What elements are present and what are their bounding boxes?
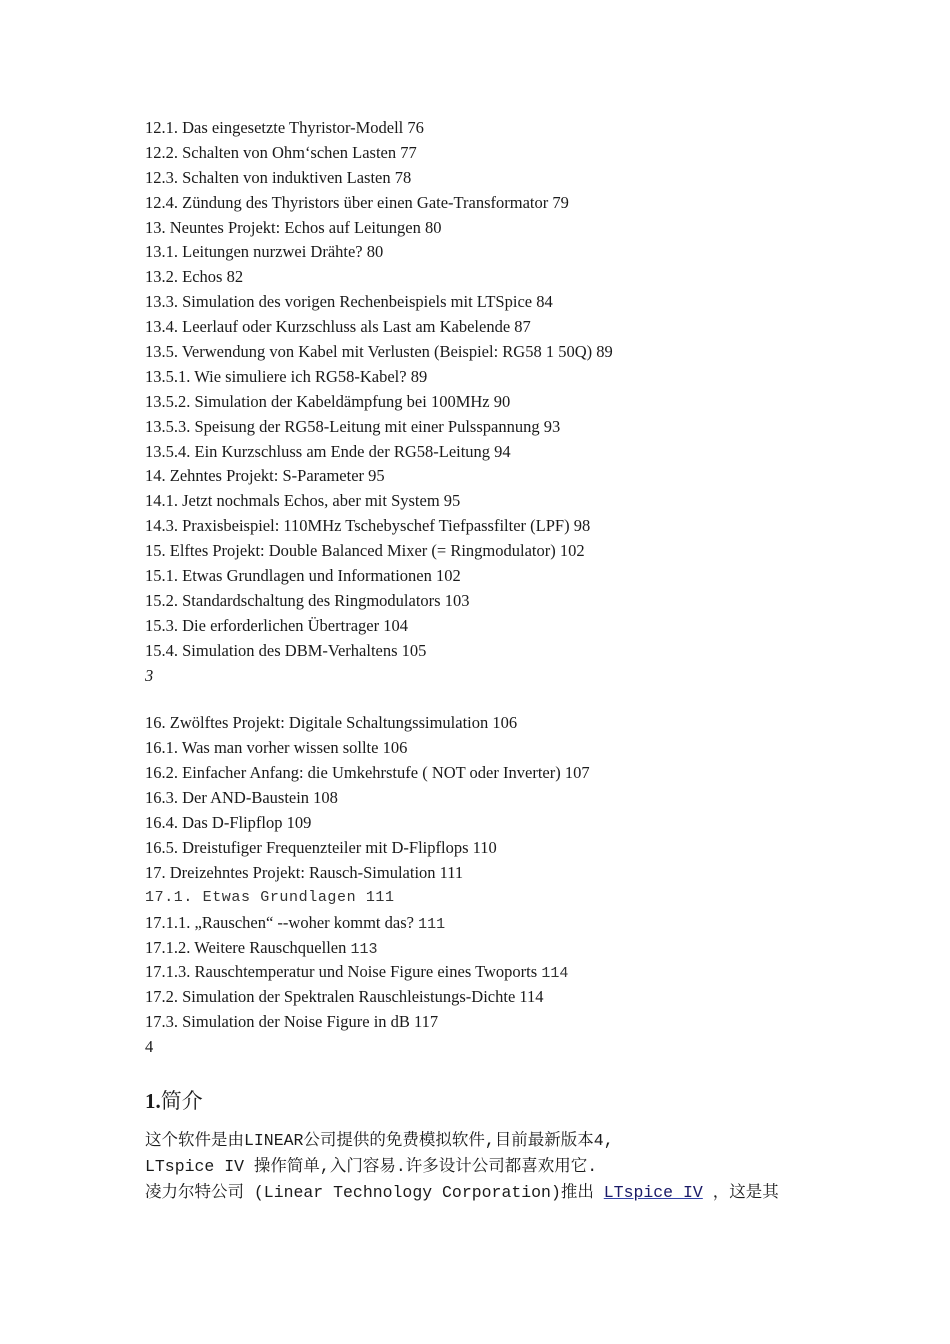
toc-entry: 13.4. Leerlauf oder Kurzschluss als Last am Kabelende 87: [145, 317, 531, 337]
toc-entry: 15.3. Die erforderlichen Übertrager 104: [145, 615, 408, 635]
toc-entry: 15. Elftes Projekt: Double Balanced Mixer (= Ringmodulator) 102: [145, 541, 585, 561]
toc-entry: 13.1. Leitungen nurzwei Drähte? 80: [145, 242, 384, 262]
toc-entry-text: 17.1.2. Weitere Rauschquellen: [145, 937, 351, 957]
toc-entry: 14. Zehntes Projekt: S-Parameter 95: [145, 466, 385, 486]
toc-entry: 12.4. Zündung des Thyristors über einen Gate-Transformator 79: [145, 192, 569, 212]
toc-entry: 15.2. Standardschaltung des Ringmodulators 103: [145, 590, 470, 610]
toc-entry: 16.4. Das D-Flipflop 109: [145, 813, 312, 833]
toc-entry-page: 111: [418, 915, 446, 933]
toc-entry-page: 114: [541, 965, 569, 983]
toc-entry: 13.5.3. Speisung der RG58-Leitung mit einer Pulsspannung 93: [145, 416, 561, 436]
toc-entry: [145, 911, 905, 936]
toc-entry: 13.5.4. Ein Kurzschluss am Ende der RG58-Leitung 94: [145, 441, 511, 461]
toc-entry: 17.1. Etwas Grundlagen 111: [145, 888, 395, 906]
ltspice-link[interactable]: LTspice IV: [603, 1183, 703, 1202]
toc-entry: 12.3. Schalten von induktiven Lasten 78: [145, 167, 412, 187]
toc-entry: 14.1. Jetzt nochmals Echos, aber mit System 95: [145, 491, 461, 511]
toc-entry: 13.5.2. Simulation der Kabeldämpfung bei 100MHz 90: [145, 391, 511, 411]
intro-section: [145, 1086, 905, 1206]
toc-entry: [145, 960, 905, 985]
toc-entry: 16.5. Dreistufiger Frequenzteiler mit D-Flipflops 110: [145, 837, 497, 857]
page-number: 3: [145, 665, 154, 685]
section-number: 1.: [145, 1089, 161, 1113]
paragraph-line: [145, 1180, 905, 1206]
paragraph-line: LTspice IV 操作简单,入门容易.许多设计公司都喜欢用它.: [145, 1157, 598, 1176]
toc-entry: 15.1. Etwas Grundlagen und Informationen 102: [145, 566, 461, 586]
toc-entry: 16.1. Was man vorher wissen sollte 106: [145, 738, 408, 758]
toc-entry: 13.5. Verwendung von Kabel mit Verlusten (Beispiel: RG58 1 50Q) 89: [145, 342, 613, 362]
page-number: 4: [145, 1037, 154, 1057]
toc-entry: 12.2. Schalten von Ohm‘schen Lasten 77: [145, 142, 417, 162]
toc-entry: 15.4. Simulation des DBM-Verhaltens 105: [145, 640, 427, 660]
toc-entry-text: 17.1.1. „Rauschen“ --woher kommt das?: [145, 912, 419, 932]
toc-entry-page: 113: [350, 940, 378, 958]
toc-entry: 13. Neuntes Projekt: Echos auf Leitungen 80: [145, 217, 442, 237]
section-title: 简介: [160, 1089, 203, 1113]
toc-entry: 17.3. Simulation der Noise Figure in dB 117: [145, 1012, 439, 1032]
toc-entry: 13.5.1. Wie simuliere ich RG58-Kabel? 89: [145, 366, 428, 386]
toc-entry: 16.3. Der AND-Baustein 108: [145, 788, 338, 808]
toc-entry: 16.2. Einfacher Anfang: die Umkehrstufe ( NOT oder Inverter) 107: [145, 763, 590, 783]
toc-entry: 17. Dreizehntes Projekt: Rausch-Simulation 111: [145, 862, 464, 882]
paragraph-text: ，这是其: [702, 1183, 779, 1202]
toc-entry: 14.3. Praxisbeispiel: 110MHz Tschebyschef Tiefpassfilter (LPF) 98: [145, 516, 591, 536]
toc-entry: [145, 936, 905, 961]
toc-entry: 17.2. Simulation der Spektralen Rauschleistungs-Dichte 114: [145, 987, 544, 1007]
toc-entry: 12.1. Das eingesetzte Thyristor-Modell 76: [145, 118, 424, 137]
section-heading: [145, 1086, 905, 1116]
toc-entry: 13.2. Echos 82: [145, 267, 244, 287]
paragraph-line: 这个软件是由LINEAR公司提供的免费模拟软件,目前最新版本4,: [145, 1131, 614, 1150]
toc-entry-text: 17.1.3. Rauschtemperatur und Noise Figure eines Twoports: [145, 962, 542, 982]
toc-entry: 13.3. Simulation des vorigen Rechenbeispiels mit LTSpice 84: [145, 292, 553, 312]
table-of-contents: [145, 116, 905, 1060]
paragraph-text: 凌力尔特公司 (Linear Technology Corporation)推出: [145, 1183, 604, 1202]
toc-entry: 16. Zwölftes Projekt: Digitale Schaltungssimulation 106: [145, 713, 518, 733]
